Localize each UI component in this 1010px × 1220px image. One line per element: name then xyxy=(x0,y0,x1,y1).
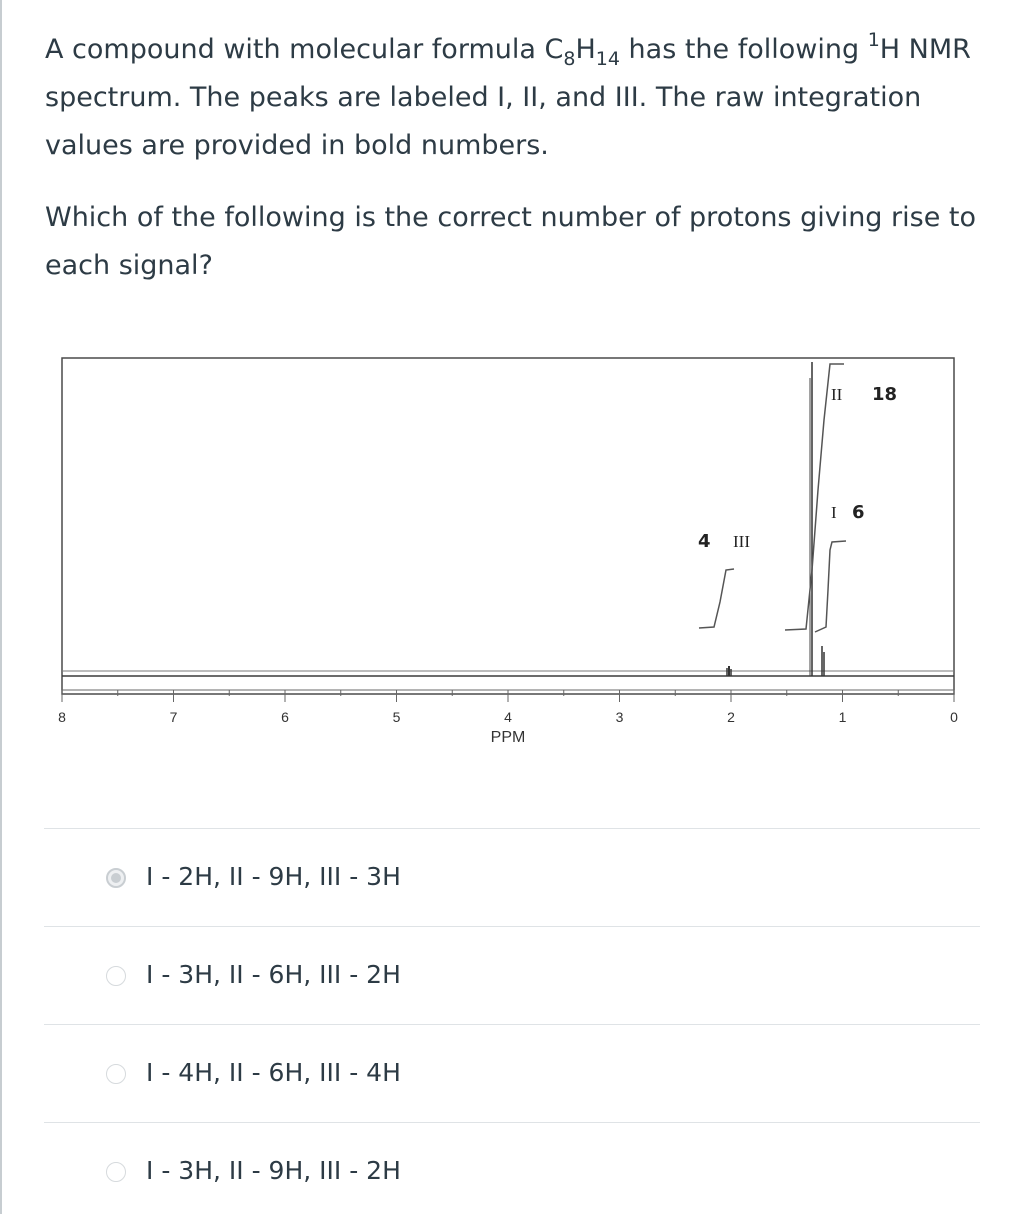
x-axis-tick-label: 6 xyxy=(281,709,289,725)
peak-label-iii: III xyxy=(733,532,750,551)
x-axis-tick-label: 4 xyxy=(504,709,512,725)
answer-option[interactable] xyxy=(44,926,980,1024)
question-text xyxy=(45,26,995,290)
answer-option[interactable] xyxy=(44,828,980,926)
question-text-part: H xyxy=(575,34,596,65)
integration-ii: 18 xyxy=(872,384,898,405)
x-axis-label: PPM xyxy=(490,729,526,746)
question-text-part: H NMR spectrum. The peaks are labeled I, II, and III. The raw integration values are provided in bold numbers. xyxy=(45,34,971,161)
radio-button-selected[interactable] xyxy=(106,868,126,888)
radio-button[interactable] xyxy=(106,966,126,986)
answer-label[interactable]: I - 3H, II - 6H, III - 2H xyxy=(146,960,401,989)
question-text-part: A compound with molecular formula C xyxy=(45,34,564,65)
radio-button[interactable] xyxy=(106,1162,126,1182)
integration-i: 6 xyxy=(852,502,865,523)
question-text-part: has the following xyxy=(619,34,868,65)
radio-button[interactable] xyxy=(106,1064,126,1084)
x-axis-tick-label: 8 xyxy=(58,709,66,725)
superscript-1: 1 xyxy=(867,29,880,51)
x-axis-tick-label: 3 xyxy=(615,709,624,725)
answer-label[interactable]: I - 3H, II - 9H, III - 2H xyxy=(146,1156,401,1185)
subscript-8: 8 xyxy=(563,48,576,70)
peak-label-i: I xyxy=(831,503,837,522)
question-paragraph-1 xyxy=(45,26,995,170)
answer-label[interactable]: I - 4H, II - 6H, III - 4H xyxy=(146,1058,401,1087)
answer-option[interactable] xyxy=(44,1024,980,1122)
integration-iii: 4 xyxy=(698,531,711,552)
x-axis-ticks xyxy=(58,690,958,725)
question-paragraph-2: Which of the following is the correct number of protons giving rise to each signal? xyxy=(45,202,976,281)
x-axis-tick-label: 1 xyxy=(838,709,847,725)
answer-list xyxy=(44,828,980,1220)
answer-label[interactable]: I - 2H, II - 9H, III - 3H xyxy=(146,862,401,891)
x-axis-tick-label: 0 xyxy=(950,709,958,725)
x-axis-tick-label: 2 xyxy=(727,709,735,725)
x-axis-tick-label: 5 xyxy=(392,709,401,725)
spectrum-frame xyxy=(62,358,954,694)
subscript-14: 14 xyxy=(595,48,620,70)
answer-option[interactable] xyxy=(44,1122,980,1220)
peak-label-ii: II xyxy=(831,385,843,404)
nmr-spectrum xyxy=(0,340,1010,760)
x-axis-tick-label: 7 xyxy=(169,709,178,725)
